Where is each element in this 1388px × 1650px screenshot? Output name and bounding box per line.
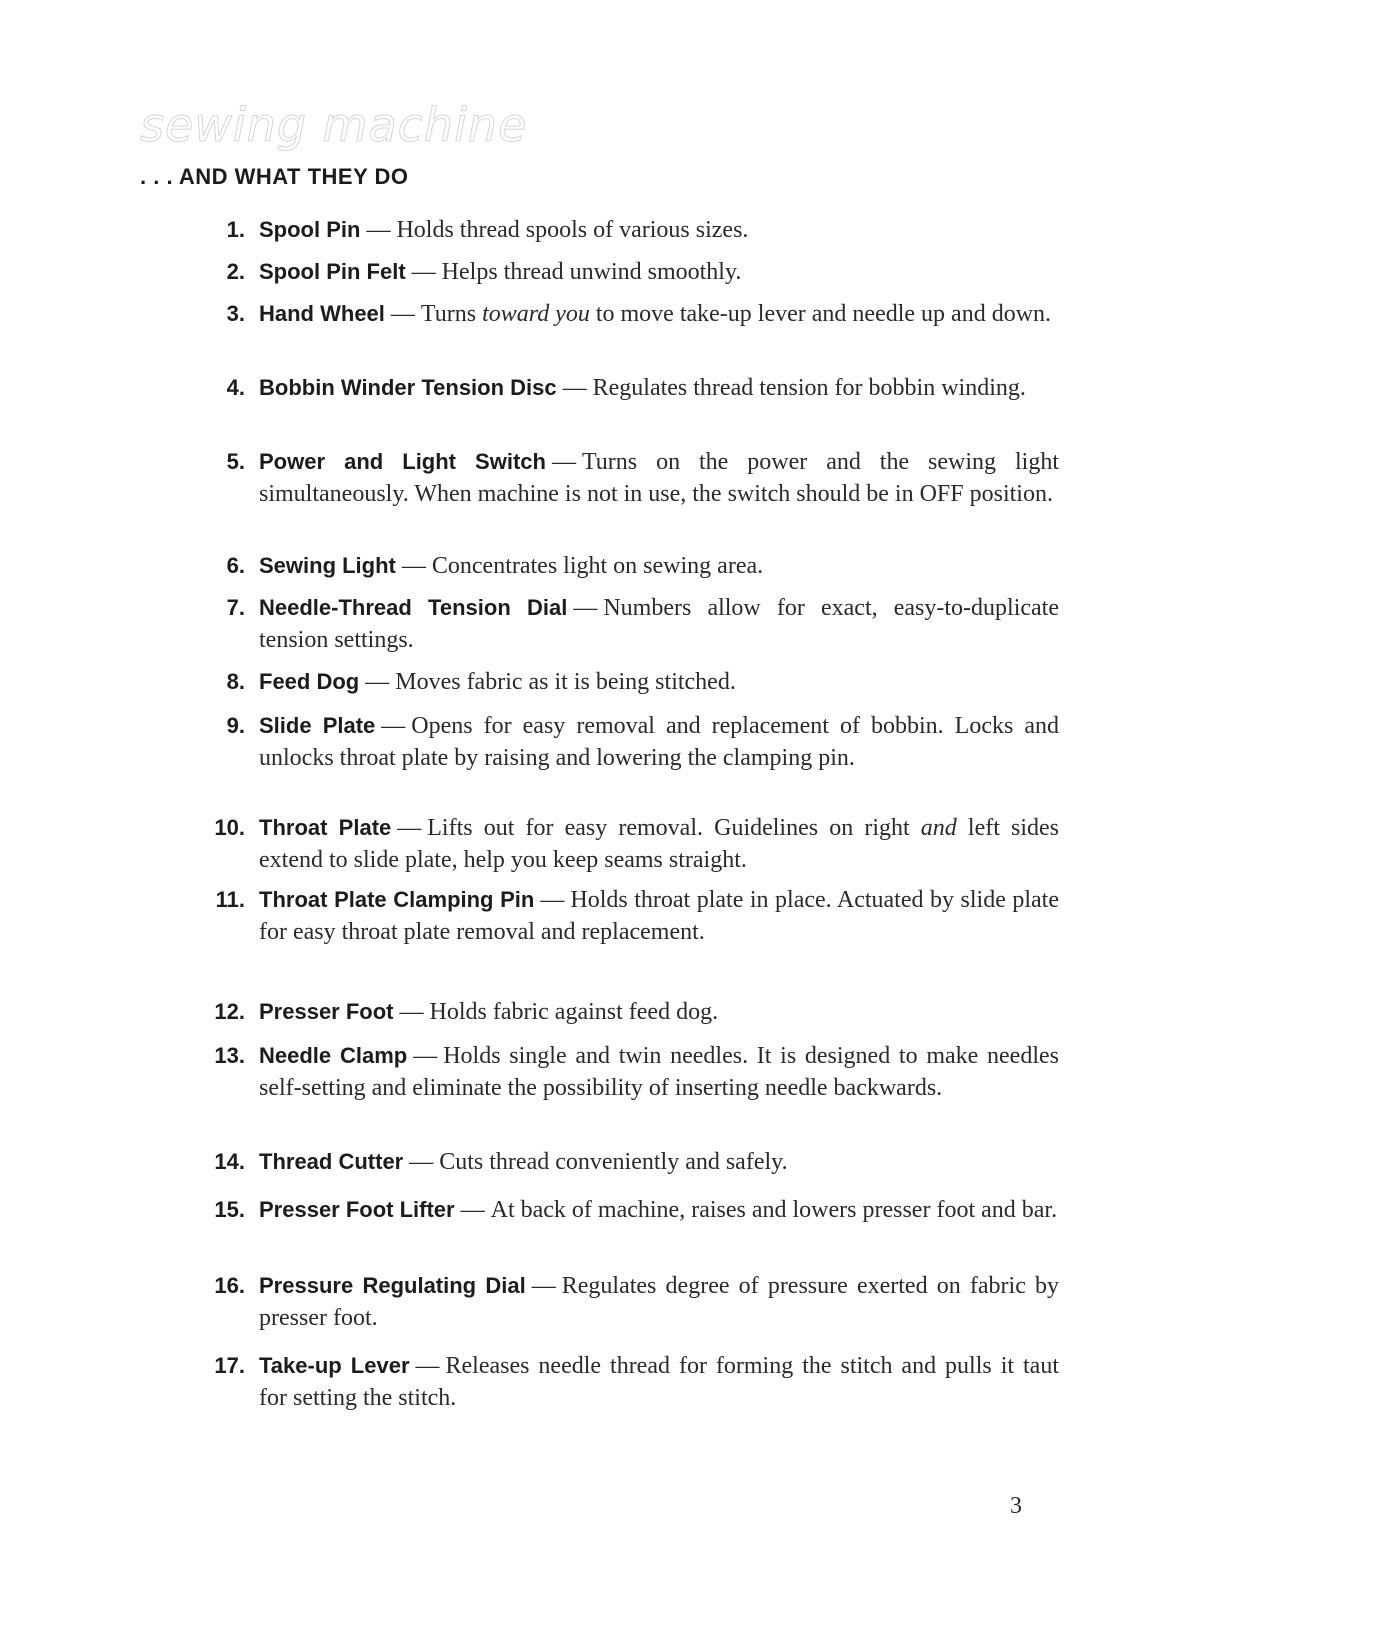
item-description: Throat Plate — Lifts out for easy removal. Guidelines on right and left sides extend to slide plate, help you keep seams straight. — [259, 815, 1059, 873]
item-description: Needle-Thread Tension Dial — Numbers allow for exact, easy-to-duplicate tension settings. — [259, 595, 1059, 653]
item-term: Spool Pin Felt — [259, 259, 406, 284]
item-number: 4. — [226, 375, 245, 400]
section-title: sewing machine — [140, 98, 528, 152]
page-number: 3 — [1010, 1493, 1022, 1519]
item-number: 6. — [226, 553, 245, 578]
item-description: Power and Light Switch — Turns on the power and the sewing light simultaneously. When machine is not in use, the switch should be in OFF position. — [259, 449, 1059, 507]
item-description: Sewing Light — Concentrates light on sewing area. — [259, 553, 764, 579]
item-number: 12. — [214, 999, 245, 1024]
item-description: Bobbin Winder Tension Disc — Regulates thread tension for bobbin winding. — [259, 375, 1026, 401]
item-term: Thread Cutter — [259, 1149, 404, 1174]
item-term: Take-up Lever — [259, 1353, 410, 1378]
item-number: 3. — [226, 301, 245, 326]
item-number: 14. — [214, 1149, 245, 1174]
item-number: 16. — [214, 1273, 245, 1298]
item-term: Needle Clamp — [259, 1043, 408, 1068]
item-term: Slide Plate — [259, 713, 376, 738]
item-description: Throat Plate Clamping Pin — Holds throat plate in place. Actuated by slide plate for easy throat plate removal and replacement. — [259, 887, 1059, 945]
item-number: 1. — [226, 217, 245, 242]
item-term: Feed Dog — [259, 669, 360, 694]
item-description: Needle Clamp — Holds single and twin needles. It is designed to make needles self-setting and eliminate the possibility of inserting needle backwards. — [259, 1043, 1059, 1101]
item-description: Hand Wheel — Turns toward you to move take-up lever and needle up and down. — [259, 301, 1052, 327]
item-description: Spool Pin — Holds thread spools of various sizes. — [259, 217, 749, 243]
item-term: Spool Pin — [259, 217, 361, 242]
item-description: Presser Foot Lifter — At back of machine, raises and lowers presser foot and bar. — [259, 1197, 1058, 1223]
item-number: 8. — [226, 669, 245, 694]
section-subtitle: . . . AND WHAT THEY DO — [140, 164, 409, 189]
item-description: Presser Foot — Holds fabric against feed dog. — [259, 999, 719, 1025]
item-term: Pressure Regulating Dial — [259, 1273, 526, 1298]
item-term: Sewing Light — [259, 553, 396, 578]
item-description: Slide Plate — Opens for easy removal and replacement of bobbin. Locks and unlocks throat plate by raising and lowering the clamping pin. — [259, 713, 1059, 771]
item-description: Feed Dog — Moves fabric as it is being stitched. — [259, 669, 736, 695]
item-term: Throat Plate — [259, 815, 392, 840]
item-number: 9. — [226, 713, 245, 738]
item-term: Presser Foot Lifter — [259, 1197, 455, 1222]
item-description: Spool Pin Felt — Helps thread unwind smoothly. — [259, 259, 742, 285]
item-number: 11. — [215, 887, 245, 912]
item-description: Thread Cutter — Cuts thread conveniently and safely. — [259, 1149, 788, 1175]
item-number: 5. — [226, 449, 245, 474]
item-number: 10. — [214, 815, 245, 840]
item-number: 2. — [226, 259, 245, 284]
item-term: Throat Plate Clamping Pin — [259, 887, 535, 912]
item-term: Hand Wheel — [259, 301, 385, 326]
item-number: 15. — [214, 1197, 245, 1222]
item-term: Presser Foot — [259, 999, 394, 1024]
item-term: Bobbin Winder Tension Disc — [259, 375, 557, 400]
item-term: Needle-Thread Tension Dial — [259, 595, 568, 620]
item-description: Pressure Regulating Dial — Regulates degree of pressure exerted on fabric by presser foot. — [259, 1273, 1060, 1331]
item-description: Take-up Lever — Releases needle thread for forming the stitch and pulls it taut for setting the stitch. — [259, 1353, 1059, 1411]
item-number: 17. — [214, 1353, 245, 1378]
item-term: Power and Light Switch — [259, 449, 546, 474]
item-number: 7. — [226, 595, 245, 620]
item-number: 13. — [214, 1043, 245, 1068]
